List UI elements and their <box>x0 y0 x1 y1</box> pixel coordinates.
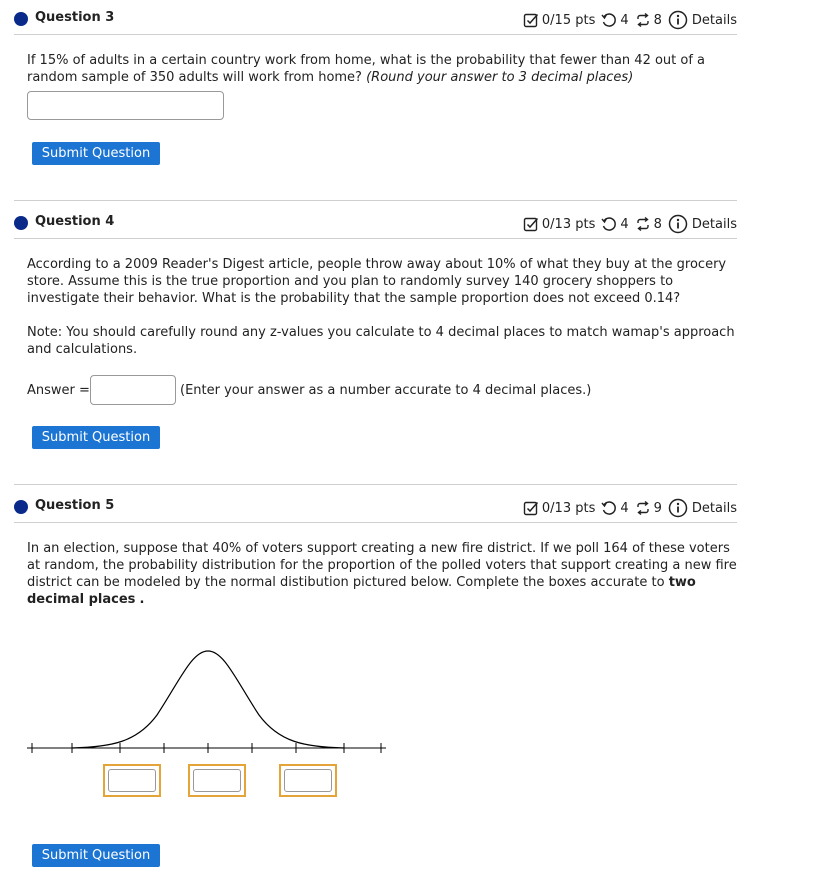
score-text: 0/13 pts <box>541 216 596 232</box>
question-3-text <box>27 52 737 86</box>
answer-input[interactable] <box>90 375 176 405</box>
details-link[interactable]: Details <box>691 500 737 516</box>
question-status-dot <box>14 12 28 26</box>
attempts-count: 4 <box>620 12 629 28</box>
info-icon[interactable] <box>668 10 688 30</box>
info-icon[interactable] <box>668 498 688 518</box>
normal-distribution-curve <box>22 640 392 760</box>
question-end: . <box>139 592 145 607</box>
tries-icon <box>635 500 651 516</box>
question-meta <box>523 214 737 234</box>
question-text: If 15% of adults in a certain country work from home, what is the probability that fewer than 42 out of a random sample of 350 adults will work from home? <box>27 53 706 85</box>
attempts-icon <box>601 12 617 28</box>
tries-count: 9 <box>653 500 662 516</box>
question-title: Question 4 <box>35 214 115 229</box>
question-text: In an election, suppose that 40% of voters support creating a new fire district. If we poll 164 of these voters at random, the probability distribution for the proportion of the polled voters that support creating a new fire district can be modeled by the normal distibution pictured below. Complete the boxes accurate to <box>27 541 737 590</box>
question-title: Question 3 <box>35 10 115 25</box>
tries-icon <box>635 12 651 28</box>
attempts-icon <box>601 500 617 516</box>
question-status-dot <box>14 216 28 230</box>
question-4-text: According to a 2009 Reader's Digest article, people throw away about 10% of what they buy at the grocery store. Assume this is the true proportion and you plan to randomly survey 140 grocery shoppers to investigate their behavior. What is the probability that the sample proportion does not exceed 0.14? <box>27 257 727 306</box>
question-meta <box>523 10 737 30</box>
answer-box-input[interactable] <box>193 769 241 792</box>
answer-label: Answer = <box>27 383 90 398</box>
attempts-count: 4 <box>620 500 629 516</box>
question-status-dot <box>14 500 28 514</box>
score-text: 0/13 pts <box>541 500 596 516</box>
answer-box-input[interactable] <box>284 769 332 792</box>
density-curve <box>72 651 344 748</box>
divider <box>14 522 737 523</box>
question-instruction: (Round your answer to 3 decimal places) <box>366 70 634 85</box>
question-5-text <box>27 540 737 608</box>
question-4-note: Note: You should carefully round any z-values you calculate to 4 decimal places to match wamap's approach and calculations. <box>27 325 735 357</box>
info-icon[interactable] <box>668 214 688 234</box>
divider <box>14 238 737 239</box>
tries-icon <box>635 216 651 232</box>
details-link[interactable]: Details <box>691 216 737 232</box>
answer-box-3[interactable] <box>279 764 337 797</box>
answer-box-2[interactable] <box>188 764 246 797</box>
divider <box>14 484 737 485</box>
question-5-header <box>0 490 737 520</box>
question-title: Question 5 <box>35 498 115 513</box>
question-3-header <box>0 2 737 32</box>
question-emphasis: two decimal places <box>27 575 696 607</box>
attempts-count: 4 <box>620 216 629 232</box>
answer-box-input[interactable] <box>108 769 156 792</box>
score-check-icon <box>523 216 539 232</box>
answer-hint: (Enter your answer as a number accurate to 4 decimal places.) <box>180 383 592 398</box>
score-check-icon <box>523 500 539 516</box>
question-meta <box>523 498 737 518</box>
score-check-icon <box>523 12 539 28</box>
divider <box>14 200 737 201</box>
tries-count: 8 <box>653 12 662 28</box>
submit-question-button[interactable]: Submit Question <box>32 844 160 867</box>
answer-box-1[interactable] <box>103 764 161 797</box>
tries-count: 8 <box>653 216 662 232</box>
question-4-header <box>0 206 737 236</box>
details-link[interactable]: Details <box>691 12 737 28</box>
divider <box>14 34 737 35</box>
submit-question-button[interactable]: Submit Question <box>32 142 160 165</box>
score-text: 0/15 pts <box>541 12 596 28</box>
submit-question-button[interactable]: Submit Question <box>32 426 160 449</box>
answer-input[interactable] <box>27 91 224 120</box>
attempts-icon <box>601 216 617 232</box>
